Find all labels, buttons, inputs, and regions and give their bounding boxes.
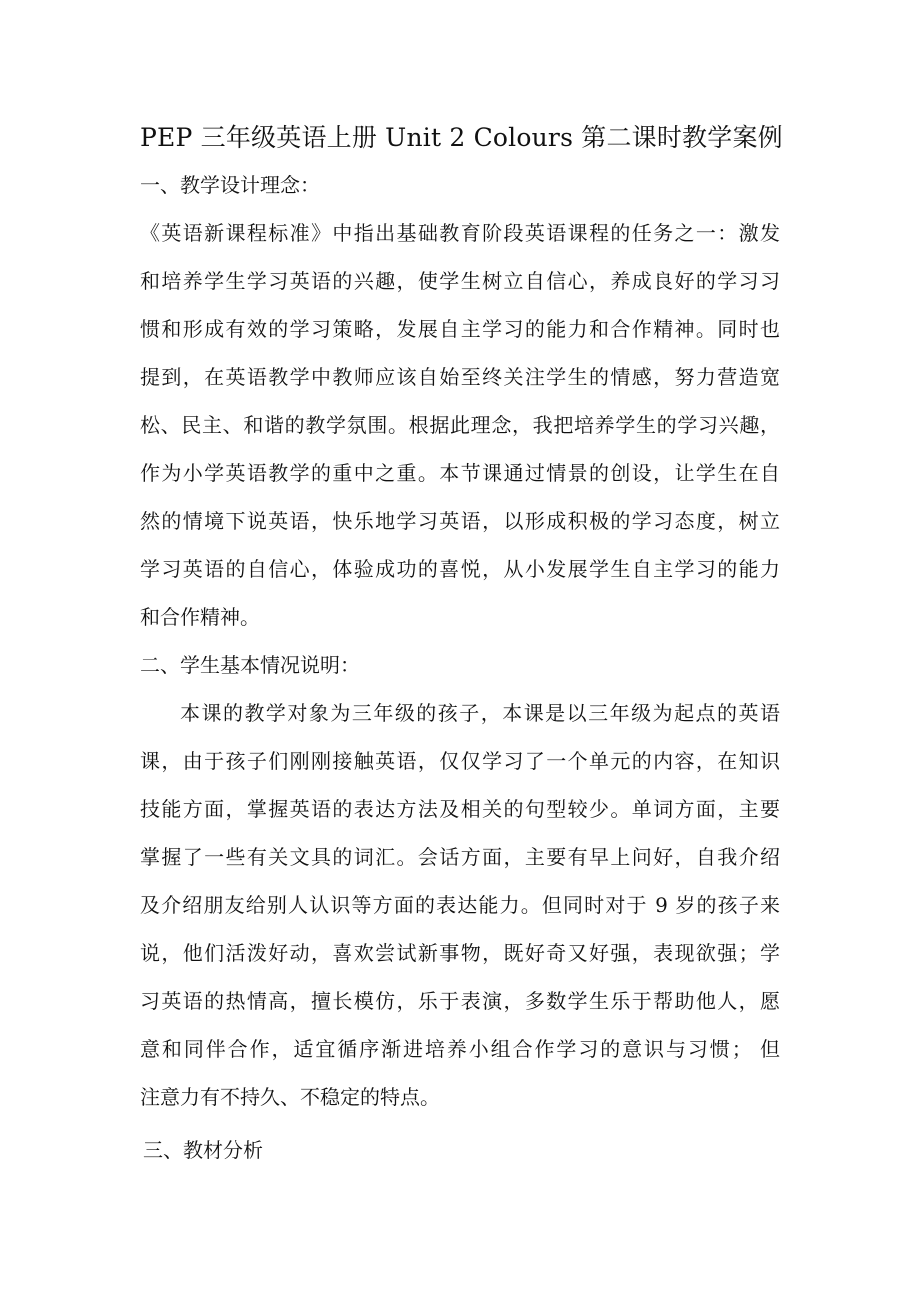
section-heading-teaching-design: 一、教学设计理念： (140, 173, 320, 197)
paragraph-line: 松、民主、和谐的教学氛围。根据此理念，我把培养学生的学习兴趣， (140, 413, 780, 437)
paragraph-line: 说，他们活泼好动，喜欢尝试新事物，既好奇又好强，表现欲强；学 (140, 941, 780, 965)
paragraph-student-info (140, 689, 780, 1121)
paragraph-line: 然的情境下说英语，快乐地学习英语，以形成积极的学习态度，树立 (140, 509, 780, 533)
paragraph-line: 惯和形成有效的学习策略，发展自主学习的能力和合作精神。同时也 (140, 317, 780, 341)
paragraph-line: 习英语的热情高，擅长模仿，乐于表演，多数学生乐于帮助他人，愿 (140, 989, 780, 1013)
paragraph-teaching-design (140, 209, 780, 641)
paragraph-line: 意和同伴合作，适宜循序渐进培养小组合作学习的意识与习惯； 但 (140, 1037, 780, 1061)
paragraph-line: 《英语新课程标准》中指出基础教育阶段英语课程的任务之一：激发 (140, 221, 780, 245)
paragraph-line: 和合作精神。 (140, 605, 260, 629)
paragraph-line: 及介绍朋友给别人认识等方面的表达能力。但同时对于 9 岁的孩子来 (140, 893, 780, 917)
paragraph-line: 学习英语的自信心，体验成功的喜悦，从小发展学生自主学习的能力 (140, 557, 780, 581)
document-title: PEP 三年级英语上册 Unit 2 Colours 第二课时教学案例 (140, 123, 783, 152)
paragraph-line: 和培养学生学习英语的兴趣，使学生树立自信心，养成良好的学习习 (140, 269, 780, 293)
paragraph-line: 注意力有不持久、不稳定的特点。 (140, 1085, 440, 1109)
paragraph-line: 课，由于孩子们刚刚接触英语，仅仅学习了一个单元的内容，在知识 (140, 749, 780, 773)
paragraph-line: 技能方面，掌握英语的表达方法及相关的句型较少。单词方面，主要 (140, 797, 780, 821)
section-heading-student-info: 二、学生基本情况说明： (140, 653, 360, 677)
paragraph-line: 本课的教学对象为三年级的孩子，本课是以三年级为起点的英语 (180, 701, 780, 725)
paragraph-line: 作为小学英语教学的重中之重。本节课通过情景的创设，让学生在自 (140, 461, 780, 485)
section-heading-textbook-analysis: 三、教材分析 (143, 1138, 263, 1162)
paragraph-line: 提到，在英语教学中教师应该自始至终关注学生的情感，努力营造宽 (140, 365, 780, 389)
paragraph-line: 掌握了一些有关文具的词汇。会话方面，主要有早上问好，自我介绍 (140, 845, 780, 869)
